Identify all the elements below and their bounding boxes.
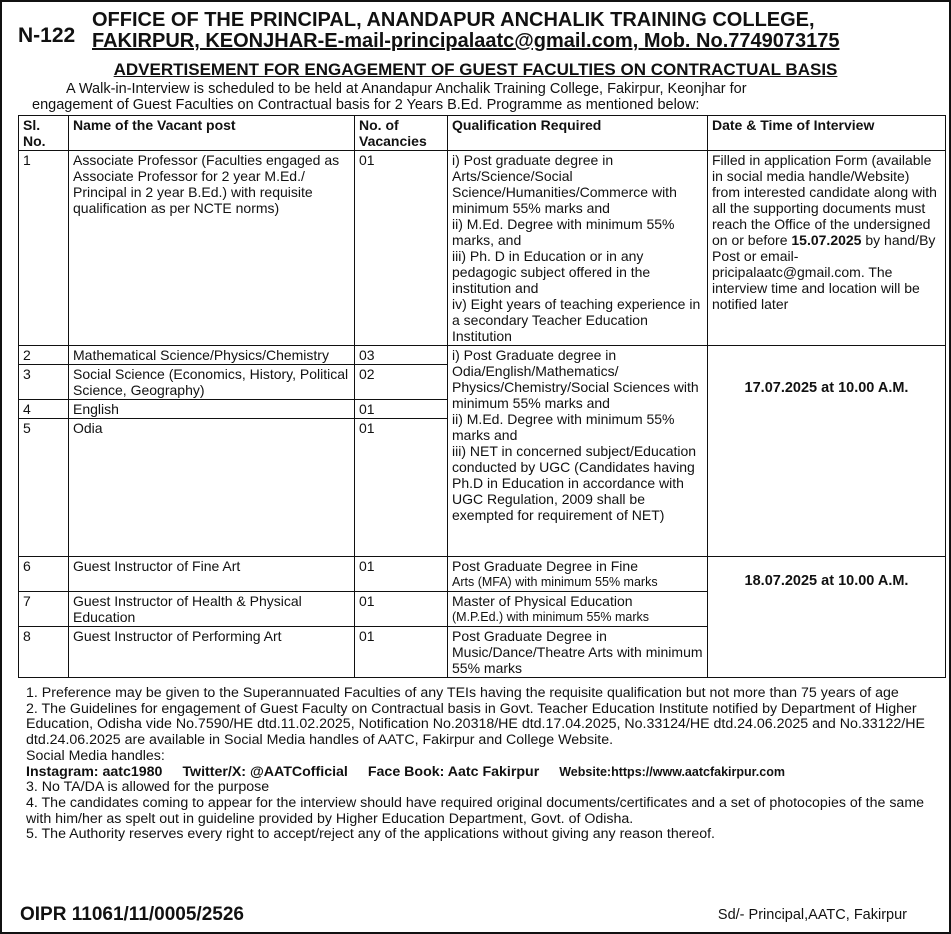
cell-sl: 8 [19, 627, 69, 678]
note-3: 3. No TA/DA is allowed for the purpose [26, 779, 270, 796]
qual-item: i) Post Graduate degree in Odia/English/Mathematics/ Physics/Chemistry/Social Sciences with minimum 55% marks and [452, 347, 699, 411]
date-text: by hand/By Post or email-pricipalaatc@gmail.com. The interview time and location will be notified later [712, 232, 936, 312]
cell-vacancies: 01 [355, 557, 448, 592]
cell-vacancies: 01 [355, 627, 448, 678]
table-row [19, 346, 946, 365]
cell-interview-date: 17.07.2025 at 10.00 A.M. [708, 346, 946, 557]
qual-item: ii) M.Ed. Degree with minimum 55% marks and [452, 411, 675, 443]
cell-sl: 7 [19, 592, 69, 627]
qual-item: (M.P.Ed.) with minimum 55% marks [452, 610, 650, 624]
header-vacancies: No. of Vacancies [355, 116, 448, 151]
cell-post: Odia [69, 419, 355, 557]
social-handles [26, 765, 941, 781]
cell-post: Mathematical Science/Physics/Chemistry [69, 346, 355, 365]
qual-item: Post Graduate Degree in Fine [452, 558, 638, 574]
cell-date [708, 151, 946, 346]
oipr-number: OIPR 11061/11/0005/2526 [20, 904, 244, 925]
cell-sl: 5 [19, 419, 69, 557]
qual-item: iv) Eight years of teaching experience in a secondary Teacher Education Institution [452, 296, 701, 344]
cell-post: Guest Instructor of Health & Physical Education [69, 592, 355, 627]
qual-item: i) Post graduate degree in Arts/Science/Social Science/Humanities/Commerce with minimum 55% marks and [452, 152, 677, 216]
cell-vacancies: 02 [355, 365, 448, 400]
cell-sl: 1 [19, 151, 69, 346]
intro-text [32, 81, 942, 113]
qual-item: iii) Ph. D in Education or in any pedagogic subject offered in the institution and [452, 248, 651, 296]
note-5: 5. The Authority reserves every right to accept/reject any of the applications without giving any reason thereof. [26, 826, 716, 843]
cell-qualification: Post Graduate Degree in Music/Dance/Theatre Arts with minimum 55% marks [448, 627, 708, 678]
signature: Sd/- Principal,AATC, Fakirpur [717, 907, 907, 923]
cell-post: English [69, 400, 355, 419]
table-header-row [19, 116, 946, 151]
note-4: 4. The candidates coming to appear for the interview should have required original documents/certificates and a set of photocopies of the same with him/her as spelt out in guideline provided by Higher Education Department, Govt. of Odisha. [26, 794, 925, 827]
cell-post: Social Science (Economics, History, Political Science, Geography) [69, 365, 355, 400]
cell-vacancies: 03 [355, 346, 448, 365]
notice-code: N-122 [18, 24, 76, 47]
cell-sl: 3 [19, 365, 69, 400]
cell-qualification [448, 151, 708, 346]
header-qualification: Qualification Required [448, 116, 708, 151]
qual-item: Arts (MFA) with minimum 55% marks [452, 575, 658, 589]
cell-vacancies: 01 [355, 151, 448, 346]
date-text: Filled in application Form (available in social media handle/Website) from interested candidate along with all the supporting documents must reach the Office of the undersigned on or before [712, 152, 937, 248]
vacancy-table [18, 115, 946, 678]
office-line-1: OFFICE OF THE PRINCIPAL, ANANDAPUR ANCHALIK TRAINING COLLEGE, [92, 9, 815, 31]
instagram-handle: Instagram: aatc1980 [26, 763, 163, 780]
notes-section [26, 686, 941, 843]
header-date: Date & Time of Interview [708, 116, 946, 151]
facebook-handle: Face Book: Aatc Fakirpur [367, 763, 540, 780]
qual-item: ii) M.Ed. Degree with minimum 55% marks, and [452, 216, 675, 248]
note-1: 1. Preference may be given to the Superannuated Faculties of any TEIs having the requisite qualification but not more than 75 years of age [26, 685, 899, 701]
cell-vacancies: 01 [355, 419, 448, 557]
note-2: 2. The Guidelines for engagement of Guest Faculty on Contractual basis in Govt. Teacher Education Institute notified by Department of Higher Education, Odisha vide No.7590/HE dtd.11.02.2025, Notification No.20318/HE dtd.17.04.2025, No.33124/HE dtd.24.06.2025 and No.33122/HE dtd.24.06.2025 are available in Social Media handles of AATC, Fakirpur and College Website. [26, 700, 925, 749]
cell-sl: 2 [19, 346, 69, 365]
intro-line-2: engagement of Guest Faculties on Contractual basis for 2 Years B.Ed. Programme as mentioned below: [32, 97, 700, 113]
intro-line-1: A Walk-in-Interview is scheduled to be held at Anandapur Anchalik Training College, Fakirpur, Keonjhar for [66, 81, 747, 97]
cell-sl: 6 [19, 557, 69, 592]
cell-sl: 4 [19, 400, 69, 419]
twitter-handle: Twitter/X: @AATCofficial [182, 763, 348, 780]
cell-vacancies: 01 [355, 400, 448, 419]
header-post: Name of the Vacant post [69, 116, 355, 151]
office-line-2: FAKIRPUR, KEONJHAR-E-mail-principalaatc@gmail.com, Mob. No.7749073175 [92, 30, 840, 52]
qual-item: Master of Physical Education [452, 593, 633, 609]
cell-post: Guest Instructor of Performing Art [69, 627, 355, 678]
header-sl-no: Sl. No. [19, 116, 69, 151]
cell-post: Guest Instructor of Fine Art [69, 557, 355, 592]
social-title: Social Media handles: [26, 747, 165, 764]
last-date: 15.07.2025 [791, 232, 862, 248]
website-link[interactable]: Website:https://www.aatcfakirpur.com [559, 764, 785, 779]
cell-vacancies: 01 [355, 592, 448, 627]
cell-qualification-group [448, 346, 708, 557]
office-heading [92, 10, 951, 52]
advertisement-title: ADVERTISEMENT FOR ENGAGEMENT OF GUEST FACULTIES ON CONTRACTUAL BASIS [113, 60, 838, 79]
cell-post: Associate Professor (Faculties engaged as Associate Professor for 2 year M.Ed./ Principal in 2 year B.Ed.) with requisite qualification as per NCTE norms) [69, 151, 355, 346]
cell-qualification [448, 592, 708, 627]
table-row [19, 151, 946, 346]
table-row [19, 557, 946, 592]
qual-item: iii) NET in concerned subject/Education conducted by UGC (Candidates having Ph.D in Education in accordance with UGC Regulation, 2009 shall be exempted for requirement of NET) [452, 443, 697, 523]
cell-qualification [448, 557, 708, 592]
cell-interview-date: 18.07.2025 at 10.00 A.M. [708, 557, 946, 678]
